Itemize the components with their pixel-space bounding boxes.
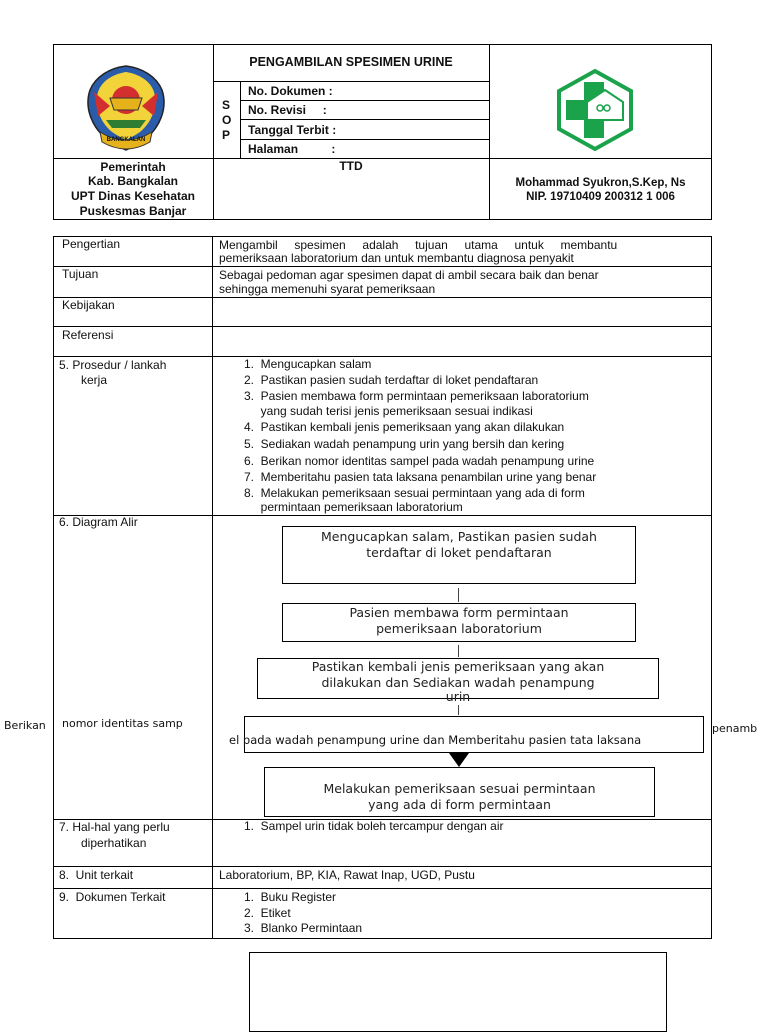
text-unit-terkait: Laboratorium, BP, KIA, Rawat Inap, UGD, Pustu: [219, 868, 475, 882]
sop-letter-s: S: [222, 98, 231, 112]
text-pengertian-2: pemeriksaan laboratorium dan untuk membantu diagnosa penyakit: [219, 251, 574, 265]
label-prosedur-2: kerja: [81, 373, 108, 387]
flow-box-1-line: terdaftar di loket pendaftaran: [366, 545, 552, 560]
org-line-3: UPT Dinas Kesehatan: [70, 189, 196, 203]
prosedur-step: 8. Melakukan pemeriksaan sesuai permintaan yang ada di form: [244, 486, 585, 500]
hal-item: 1. Sampel urin tidak boleh tercampur dengan air: [244, 819, 504, 833]
row-line-1: [53, 266, 712, 267]
row-line-2: [53, 297, 712, 298]
org-line-1: Pemerintah: [100, 160, 166, 174]
prosedur-step: 5. Sediakan wadah penampung urin yang bersih dan kering: [244, 437, 565, 451]
overflow-text-left-2: nomor identitas samp: [62, 717, 183, 730]
field-line-3: [240, 139, 489, 140]
text-tujuan-1: Sebagai pedoman agar spesimen dapat di ambil secara baik dan benar: [219, 268, 599, 282]
field-line-2: [240, 119, 489, 120]
org-line-4: Puskesmas Banjar: [79, 204, 187, 218]
label-tujuan: Tujuan: [62, 267, 99, 281]
field-no-dokumen: No. Dokumen :: [248, 84, 333, 98]
flow-arrow-4: [448, 752, 470, 768]
overflow-text-left: Berikan: [4, 719, 46, 732]
org-line-2: Kab. Bangkalan: [87, 174, 179, 188]
flow-box-3: [257, 658, 659, 704]
field-tanggal-terbit: Tanggal Terbit :: [248, 123, 337, 137]
label-kebijakan: Kebijakan: [62, 298, 115, 312]
flow-box-2-line: Pasien membawa form permintaan: [349, 605, 569, 620]
sop-letter-p: P: [222, 128, 231, 142]
flow-box-5-line: yang ada di form permintaan: [368, 797, 551, 812]
overflow-text-right: penamb: [712, 722, 758, 735]
label-dokumen-terkait: 9. Dokumen Terkait: [59, 890, 166, 904]
field-halaman: Halaman :: [248, 142, 336, 156]
prosedur-step: 2. Pastikan pasien sudah terdaftar di loket pendaftaran: [244, 373, 539, 387]
field-no-revisi: No. Revisi :: [248, 103, 327, 117]
row-line-5: [53, 515, 712, 516]
text-pengertian-1: Mengambil spesimen adalah tujuan utama untuk membantu: [219, 238, 618, 252]
flow-box-4-text: el pada wadah penampung urine dan Memberitahu pasien tata laksana: [229, 733, 642, 747]
logo-ribbon-text: BANGKALAN: [106, 137, 146, 143]
dokumen-item: 2. Etiket: [244, 906, 291, 920]
flow-arrow-3: [458, 705, 459, 715]
label-hal-1: 7. Hal-hal yang perlu: [59, 820, 170, 834]
label-diagram-alir: 6. Diagram Alir: [59, 515, 138, 529]
row-line-3: [53, 326, 712, 327]
signer-nip: NIP. 19710409 200312 1 006: [526, 191, 675, 203]
prosedur-step: 4. Pastikan kembali jenis pemeriksaan yang akan dilakukan: [244, 420, 565, 434]
header-title-bottom: [213, 81, 489, 82]
prosedur-step: yang sudah terisi jenis pemeriksaan sesuai indikasi: [244, 404, 533, 418]
prosedur-step: 3. Pasien membawa form permintaan pemeriksaan laboratorium: [244, 389, 589, 403]
header-divider-left: [213, 44, 214, 220]
label-pengertian: Pengertian: [62, 237, 121, 251]
flow-box-1-line: Mengucapkan salam, Pastikan pasien sudah: [321, 529, 597, 544]
field-line-1: [240, 100, 489, 101]
flow-box-3-line: Pastikan kembali jenis pemeriksaan yang akan: [311, 659, 605, 674]
flow-box-5: [264, 767, 655, 817]
label-hal-2: diperhatikan: [81, 836, 147, 850]
prosedur-step: permintaan pemeriksaan laboratorium: [244, 500, 463, 514]
flow-box-1: [282, 526, 636, 584]
label-unit-terkait: 8. Unit terkait: [59, 868, 134, 882]
flow-box-5-line: Melakukan pemeriksaan sesuai permintaan: [323, 781, 596, 796]
row-line-4: [53, 356, 712, 357]
signer-name: Mohammad Syukron,S.Kep, Ns: [515, 177, 686, 189]
label-prosedur-1: 5. Prosedur / lankah: [59, 358, 167, 372]
header-row-divider: [53, 158, 712, 159]
puskesmas-logo: [553, 68, 637, 152]
text-tujuan-2: sehingga memenuhi syarat pemeriksaan: [219, 282, 436, 296]
prosedur-step: 6. Berikan nomor identitas sampel pada wadah penampung urine: [244, 454, 595, 468]
prosedur-step: 7. Memberitahu pasien tata laksana penambilan urine yang benar: [244, 470, 597, 484]
sop-letter-o: O: [222, 113, 232, 127]
flow-box-2-line: pemeriksaan laboratorium: [376, 621, 542, 636]
ttd-label: TTD: [339, 159, 363, 173]
flow-box-2: [282, 603, 636, 642]
page-title: PENGAMBILAN SPESIMEN URINE: [249, 55, 453, 69]
prosedur-step: 1. Mengucapkan salam: [244, 357, 372, 371]
bottom-empty-box: [249, 952, 667, 1032]
flow-box-3-line: urin: [445, 689, 471, 704]
flow-arrow-1: [458, 588, 459, 602]
dokumen-item: 3. Blanko Permintaan: [244, 921, 363, 935]
body-column-divider: [212, 236, 213, 939]
row-line-8: [53, 888, 712, 889]
label-referensi: Referensi: [62, 328, 114, 342]
flow-box-3-line: dilakukan dan Sediakan wadah penampung: [321, 675, 595, 690]
row-line-7: [53, 866, 712, 867]
flow-arrow-2: [458, 645, 459, 657]
dokumen-item: 1. Buku Register: [244, 890, 337, 904]
